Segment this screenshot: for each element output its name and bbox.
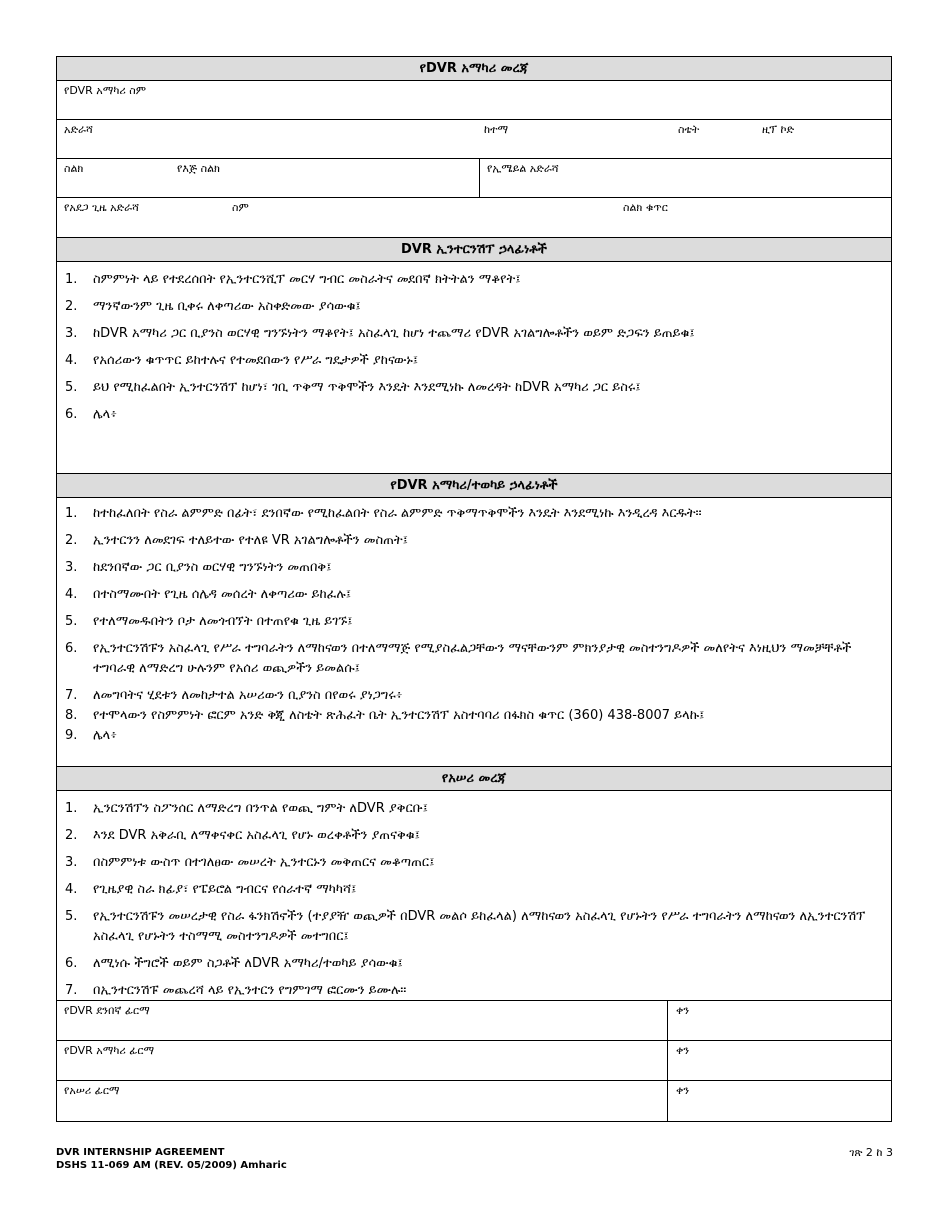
list-item: 8. የተሞላውን የስምምነት ፎርም አንድ ቅጂ ለስቴት ጽሕፈት ቤት ኢንተርንሽፕ አስተባባሪ በፋክስ ቁጥር (360) 438-8007 ይላኩ፤ [65, 708, 705, 723]
list-item: 7. ለመግባትና ሂደቱን ለመከታተል አሠሪውን ቢያንስ በየወሩ ያነጋግሩ፥ [65, 688, 403, 703]
date-label: ቀን [676, 1084, 690, 1097]
mentor-name-row[interactable] [57, 81, 891, 120]
divider [667, 1001, 668, 1040]
employer-info-header: የአሠሪ መረጃ [57, 767, 891, 791]
employer-signature-label: የአሠሪ ፊርማ [64, 1084, 120, 1097]
internship-form [56, 56, 892, 1122]
counselor-resp-header: የDVR አማካሪ/ተወካይ ኃላፊነቶች [57, 474, 891, 498]
counselor-resp-section [57, 498, 891, 767]
divider [479, 159, 480, 197]
intern-resp-header: DVR ኢንተርንሽፕ ኃላፊነቶች [57, 237, 891, 262]
client-signature-label: የDVR ደንበኛ ፊርማ [64, 1004, 150, 1017]
employer-info-section [57, 791, 891, 1001]
emergency-row [57, 198, 891, 237]
list-item: 4. የጊዜያዊ ስራ ክፊያ፣ የፔይሮል ግብርና የሰራተኛ ማካካሻ፤ [65, 882, 357, 897]
list-item: 6. የኢንተርንሽፑን አስፈላጊ የሥራ ተግባራትን ለማከናወን በተለማማጅ የሚያስፈልጋቸውን ማናቸውንም ምክንያታዊ መስተንግዶዎች መለየትና እነዚህን ማመቻቸቶች ተግባራዊ ለማድረግ ሁሉንም የአሰሪ ወጪዎችን ይመልሱ፤ [65, 641, 852, 676]
list-item: 4. የአሰሪውን ቁጥጥር ይከተሉና የተመደበውን የሥራ ግዴታዎች ያከናውኑ፤ [65, 353, 419, 368]
employer-signature-row[interactable] [57, 1081, 891, 1121]
list-item: 5. የኢንተርንሽፑን መሠረታዊ የስራ ፋንክሽኖችን (ተያያዥ ወጪዎች በDVR መልሶ ይከፈላል) ለማከናወን አስፈላጊ የሆኑትን የሥራ ተግባራትን ለማከናወን ለኢንተርንሽፕ አስፈላጊ የሆኑትን ተስማሚ መስተንግዶዎች መተግበር፤ [65, 909, 866, 944]
city-label: ከተማ [484, 123, 509, 136]
divider [667, 1081, 668, 1121]
state-label: ስቴት [678, 123, 700, 136]
list-item: 5. የተለማመዱበትን ቦታ ለመጎብኘት በተጠየቁ ጊዜ ይገኙ፤ [65, 614, 353, 629]
list-item: 1. ኢንርንሽፕን ስፖንሰር ለማድረግ በንጥል የወጪ ግምት ለDVR ያቅርቡ፤ [65, 801, 429, 816]
counselor-signature-row[interactable] [57, 1041, 891, 1081]
counselor-signature-label: የDVR አማካሪ ፊርማ [64, 1044, 155, 1057]
emergency-label: የአደጋ ጊዜ አድራሻ [64, 201, 139, 214]
list-item: 3. በስምምነቱ ውስጥ በተገለፀው መሠረት ኢንተርኑን መቅጠርና መቆጣጠር፤ [65, 855, 435, 870]
list-item: 3. ከደንበኛው ጋር ቢያንስ ወርሃዊ ግንኙነትን መጠበቅ፤ [65, 560, 332, 575]
address-row [57, 120, 891, 159]
list-item: 6. ለሚነሱ ችግሮች ወይም ስጋቶች ለDVR አማካሪ/ተወካይ ያሳውቁ፤ [65, 956, 403, 971]
form-title: DVR INTERNSHIP AGREEMENT [56, 1147, 225, 1158]
list-item: 2. እንደ DVR አቅራቢ ለማቀናቀር አስፈላጊ የሆኑ ወረቀቶችን ያጠናቅቁ፤ [65, 828, 420, 843]
list-item: 7. በኢንተርንሽፑ መጨረሻ ላይ የኢንተርን የግምገማ ፎርሙን ይሙሉ። [65, 983, 407, 998]
mentor-info-header: የDVR አማካሪ መረጃ [57, 57, 891, 81]
list-item: 4. በተስማሙበት የጊዜ ሰሌዳ መሰረት ለቀጣሪው ይከፈሉ፤ [65, 587, 352, 602]
emergency-phone-label: ስልክ ቁጥር [623, 201, 668, 214]
phone-row [57, 159, 891, 198]
divider [667, 1041, 668, 1080]
page-number: ገጽ 2 ከ 3 [849, 1146, 893, 1159]
form-number: DSHS 11-069 AM (REV. 05/2009) Amharic [56, 1160, 287, 1171]
form-footer [56, 1146, 287, 1172]
list-item: 3. ከDVR አማካሪ ጋር ቢያንስ ወርሃዊ ግንኙነትን ማቆየት፤ አስፈላጊ ከሆነ ተጨማሪ የDVR አገልግሎቶችን ወይም ድጋፍን ይጠይቁ፤ [65, 326, 695, 341]
list-item: 5. ይህ የሚከፈልበት ኢንተርንሽፕ ከሆነ፣ ገቢ ጥቅማ ጥቅሞችን እንዴት እንደሚነኩ ለመረዳት ከDVR አማካሪ ጋር ይስሩ፤ [65, 380, 641, 395]
list-item: 2. ኢንተርንን ለመደገፍ ተለይተው የተለዩ VR አገልግሎቶችን መስጠት፤ [65, 533, 408, 548]
list-item: 1. ከተከፈለበት የስራ ልምምድ በፊት፣ ደንበኛው የሚከፈልበት የስራ ልምምድ ጥቅማጥቅሞችን እንዴት እንደሚነኩ እንዲረዳ እርዱት። [65, 506, 702, 521]
email-label: የኢሜይል አድራሻ [487, 162, 559, 175]
list-item: 2. ማንኛውንም ጊዜ ቢቀሩ ለቀጣሪው አስቀድመው ያሳውቁ፤ [65, 299, 361, 314]
phone-label: ስልክ [64, 162, 84, 175]
client-signature-row[interactable] [57, 1001, 891, 1041]
emergency-name-label: ስም [232, 201, 249, 214]
intern-resp-section [57, 262, 891, 474]
address-label: አድራሻ [64, 123, 93, 136]
list-item: 6. ሌላ፥ [65, 407, 118, 422]
mentor-name-label: የDVR አማካሪ ስም [64, 84, 146, 97]
date-label: ቀን [676, 1004, 690, 1017]
list-item: 1. ስምምነት ላይ የተደረሰበት የኢንተርንሺፕ መርሃ ግብር መስራትና መደበኛ ክትትልን ማቆየት፤ [65, 272, 521, 287]
mobile-label: የእጅ ስልክ [177, 162, 220, 175]
zip-label: ዚፕ ኮድ [762, 123, 795, 136]
date-label: ቀን [676, 1044, 690, 1057]
list-item: 9. ሌላ፥ [65, 728, 118, 743]
